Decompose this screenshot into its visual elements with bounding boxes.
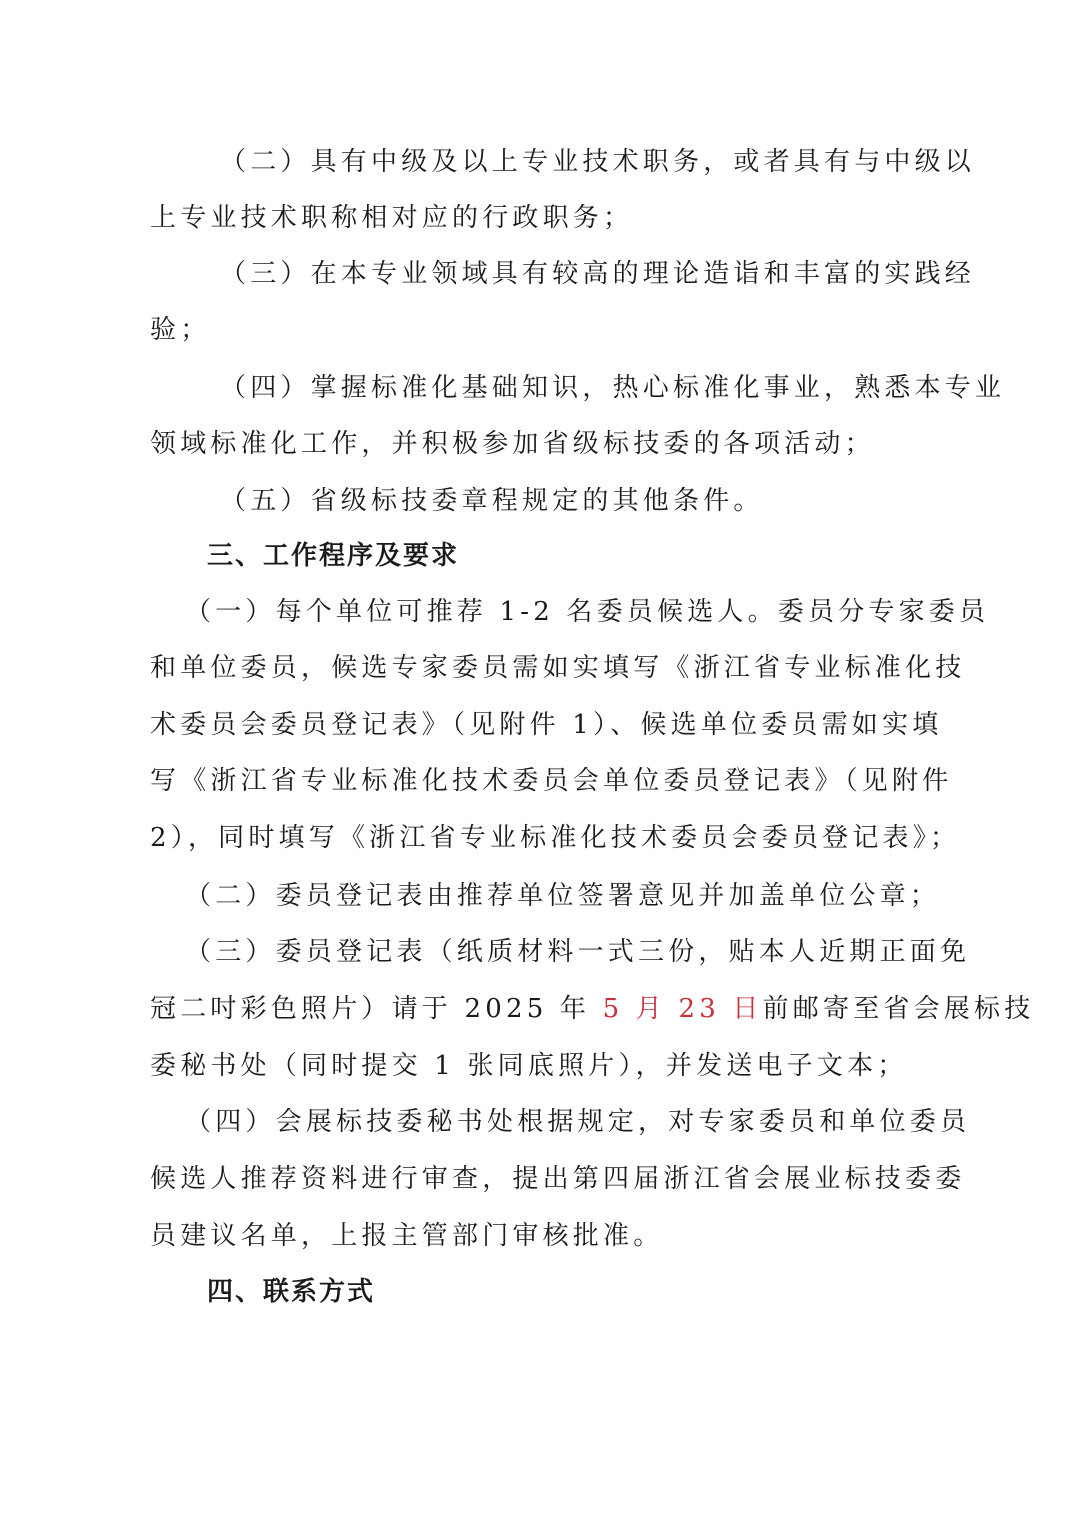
paragraph-line: 候选人推荐资料进行审查，提出第四届浙江省会展业标技委委 bbox=[150, 1164, 966, 1194]
paragraph-line: （四）会展标技委秘书处根据规定，对专家委员和单位委员 bbox=[185, 1107, 971, 1137]
deadline-prefix: 冠二吋彩色照片）请于 2025 年 bbox=[150, 994, 591, 1024]
paragraph-line: 领域标准化工作，并积极参加省级标技委的各项活动； bbox=[150, 429, 875, 459]
deadline-suffix: 前邮寄至省会展标技 bbox=[762, 994, 1035, 1024]
paragraph-line: 员建议名单，上报主管部门审核批准。 bbox=[150, 1221, 664, 1251]
paragraph-line: 验； bbox=[150, 315, 211, 345]
paragraph-line: （三）委员登记表（纸质材料一式三份，贴本人近期正面免 bbox=[185, 937, 971, 967]
paragraph-line: 委秘书处（同时提交 1 张同底照片），并发送电子文本； bbox=[150, 1051, 908, 1081]
paragraph-line: （三）在本专业领域具有较高的理论造诣和丰富的实践经 bbox=[220, 259, 976, 289]
paragraph-line: 2），同时填写《浙江省专业标准化技术委员会委员登记表》； bbox=[150, 823, 961, 853]
paragraph-line: （二）委员登记表由推荐单位签署意见并加盖单位公章； bbox=[185, 881, 941, 911]
section-heading-4: 四、联系方式 bbox=[207, 1277, 376, 1307]
paragraph-line: 写《浙江省专业标准化技术委员会单位委员登记表》（见附件 bbox=[150, 766, 953, 796]
paragraph-line: （一）每个单位可推荐 1-2 名委员候选人。委员分专家委员 bbox=[185, 597, 990, 627]
paragraph-line-deadline bbox=[150, 989, 1035, 1029]
paragraph-line: （五）省级标技委章程规定的其他条件。 bbox=[220, 486, 764, 516]
deadline-date: 5 月 23 日 bbox=[602, 994, 763, 1024]
section-heading-3: 三、工作程序及要求 bbox=[207, 541, 460, 571]
paragraph-line: （四）掌握标准化基础知识，热心标准化事业，熟悉本专业 bbox=[220, 373, 1006, 403]
paragraph-line: 和单位委员，候选专家委员需如实填写《浙江省专业标准化技 bbox=[150, 653, 966, 683]
paragraph-line: 术委员会委员登记表》（见附件 1）、候选单位委员需如实填 bbox=[150, 710, 943, 740]
paragraph-line: 上专业技术职称相对应的行政职务； bbox=[150, 203, 634, 233]
paragraph-line: （二）具有中级及以上专业技术职务，或者具有与中级以 bbox=[220, 147, 976, 177]
